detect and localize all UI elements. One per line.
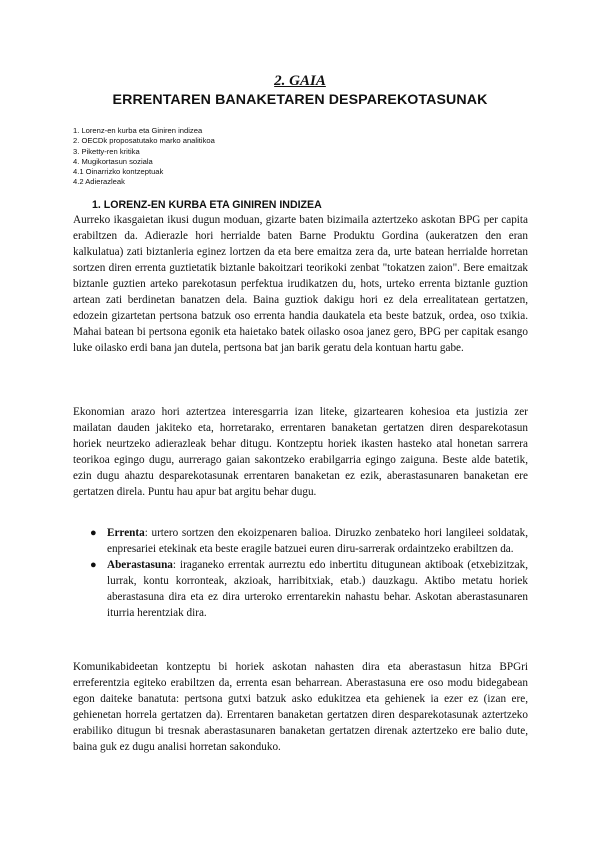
toc-item: 2. OECDk proposatutako marko analitikoa <box>73 136 215 146</box>
toc-item: 4. Mugikortasun soziala <box>73 156 153 166</box>
definition-text: : urtero sortzen den ekoizpenaren balioa. Diruzko zenbateko hori langileei soldatak, enpresariei etekinak eta beste eragile batzuei euren diru-sarrerak ordaintzeko erabiltzen da. <box>107 527 528 555</box>
definition-item-aberastasuna <box>73 557 528 621</box>
definition-term: Aberastasuna <box>107 559 173 571</box>
section-heading: 1. LORENZ-EN KURBA ETA GINIREN INDIZEA <box>92 199 322 211</box>
bullet-icon: ● <box>90 527 97 539</box>
toc-item: 4.2 Adierazleak <box>73 177 125 187</box>
paragraph-economy: Ekonomian arazo hori aztertzea interesgarria izan liteke, gizartearen kohesioa eta justizia zer mailatan dauden jakiteko eta, horretarako, errentaren banaketan gertatzen diren desparekotasun horiek neurtzeko adierazleak behar ditugu. Kontzeptu horiek ikasten hasteko atal honetan sarrera teorikoa egingo dugu, aurrerago gaian sakontzeko erabilgarria egingo zaiguna. Beste alde batetik, ezin dugu ahaztu desparekotasunak errentaren banaketan ez ezik, aberastasunaren banaketan ere gertatzen direla. Puntu hau apur bat argitu behar dugu. <box>73 406 528 498</box>
toc-item: 3. Piketty-ren kritika <box>73 146 140 156</box>
paragraph-media: Komunikabideetan kontzeptu bi horiek askotan nahasten dira eta aberastasun hitza BPGri erreferentzia egiteko erabiltzen da, errenta esan beharrean. Aberastasuna ere oso modu bidegabean egon daiteke banatuta: pertsona gutxi batzuk asko edukitzea eta gehienek ia ezer ez (izan ere, gehienetan horrela gertatzen da). Errentaren banaketan gertatzen diren desparekotasunak aztertzeko erabiliko ditugun bi tresnak aberastasunaren banaketan gertatzen direnak aztertzeko ere balio dute, baina guk ez dugu analisi horretan sakonduko. <box>73 661 528 753</box>
definition-list <box>73 525 528 621</box>
chapter-number: 2. GAIA <box>274 73 326 89</box>
definition-term: Errenta <box>107 527 145 539</box>
paragraph-intro: Aurreko ikasgaietan ikusi dugun moduan, gizarte baten bizimaila aztertzeko askotan BPG per capita erabiltzen da. Adierazle hori herrialde baten Barne Produktu Gordina (aukeratzen den eran kalkulatua) zati biztanleria eginez lortzen da eta bere emaitza zera da, urte batean herrialde horretan sortzen diren errenta guztietatik biztanle bakoitzari teorikoki zenbat "tokatzen zaion". Bere emaitzak biztanle guztien arteko parekotasun perfektua irudikatzen du, hots, urteko errenta biztanle guztion artean zati berdinetan banatzen dela. Baina guztiok dakigu hori ez dela errealitatean gertatzen, edozein gizartetan pertsona batzuk oso errenta handia daukatela eta beste batzuk, ordea, oso txikia. Mahai batean bi pertsona egonik eta haietako batek oilasko osoa janez gero, BPG per capitak esango luke oilasko erdi bana jan dutela, pertsona bat jan barik geratu dela kontuan hartu gabe. <box>73 214 528 354</box>
definition-text: : iraganeko errentak aurreztu edo inbertitu ditugunean aktiboak (etxebizitzak, lurrak, kontu korronteak, akzioak, harribitxiak, etab.) dauzkagu. Aktibo metatu horiek aberastasuna dira eta ez dira urteroko errentarekin nahastu behar. Askotan aberastasunaren iturria herentziak dira. <box>107 559 528 619</box>
page-title: ERRENTAREN BANAKETAREN DESPAREKOTASUNAK <box>112 92 488 108</box>
table-of-contents <box>73 126 215 188</box>
toc-item: 4.1 Oinarrizko kontzeptuak <box>73 167 164 177</box>
toc-item: 1. Lorenz-en kurba eta Giniren indizea <box>73 126 203 135</box>
definition-item-errenta <box>73 525 528 557</box>
bullet-icon: ● <box>90 559 97 571</box>
